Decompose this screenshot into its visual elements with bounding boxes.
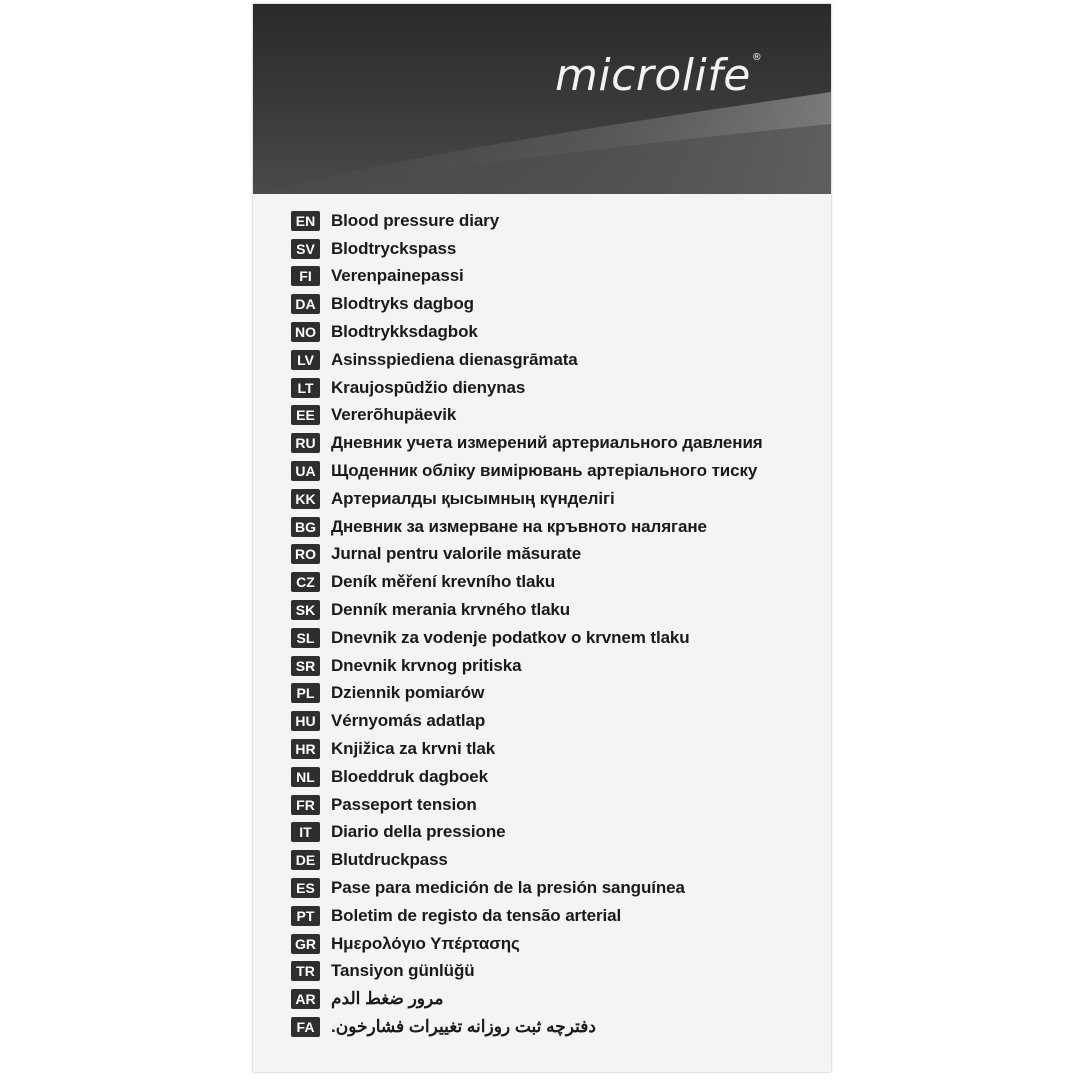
language-row <box>291 596 821 624</box>
language-title: Щоденник обліку вимірювань артеріального тиску <box>331 461 758 481</box>
language-code-badge: DE <box>291 850 320 870</box>
language-code-badge: HU <box>291 711 320 731</box>
language-row <box>291 985 821 1013</box>
language-code-badge: NO <box>291 322 320 342</box>
language-title: دفترچه ثبت روزانه تغييرات فشارخون. <box>331 1017 596 1036</box>
language-row <box>291 513 821 541</box>
language-row <box>291 763 821 791</box>
language-code-badge: LV <box>291 350 320 370</box>
language-row <box>291 624 821 652</box>
language-title: Knjižica za krvni tlak <box>331 739 496 759</box>
language-code-badge: FR <box>291 795 320 815</box>
language-code-badge: CZ <box>291 572 320 592</box>
language-row <box>291 707 821 735</box>
language-code-badge: RO <box>291 544 320 564</box>
language-title: Jurnal pentru valorile măsurate <box>331 544 582 564</box>
language-title: Blodtryckspass <box>331 238 457 258</box>
booklet-cover <box>253 4 831 1072</box>
language-row <box>291 402 821 430</box>
language-code-badge: IT <box>291 822 320 842</box>
language-code-badge: BG <box>291 517 320 537</box>
language-row <box>291 318 821 346</box>
language-title: Pase para medición de la presión sanguínea <box>331 878 685 898</box>
registered-mark: ® <box>751 52 763 63</box>
language-row <box>291 652 821 680</box>
language-title: Boletim de registo da tensão arterial <box>331 905 622 925</box>
language-title: Ημερολόγιο Υπέρτασης <box>331 933 520 953</box>
language-row <box>291 930 821 958</box>
language-title: Deník měření krevního tlaku <box>331 572 556 592</box>
language-row <box>291 846 821 874</box>
language-row <box>291 207 821 235</box>
language-title: Blodtryks dagbog <box>331 294 474 314</box>
language-title: Blutdruckpass <box>331 850 448 870</box>
language-row <box>291 290 821 318</box>
language-code-badge: PL <box>291 683 320 703</box>
language-title: Bloeddruk dagboek <box>331 766 488 786</box>
language-row <box>291 541 821 569</box>
language-title: Vererõhupäevik <box>331 405 457 425</box>
language-title: مرور ضغط الدم <box>331 989 444 1009</box>
language-row <box>291 819 821 847</box>
language-title: Артериалды қысымның күнделігі <box>331 488 615 508</box>
language-title: Dnevnik krvnog pritiska <box>331 655 522 675</box>
language-row <box>291 791 821 819</box>
language-title: Дневник за измерване на кръвното налягане <box>331 516 707 536</box>
language-row <box>291 1013 821 1041</box>
language-row <box>291 457 821 485</box>
language-row <box>291 958 821 986</box>
language-title: Verenpainepassi <box>331 266 464 286</box>
language-code-badge: LT <box>291 378 320 398</box>
language-title: Passeport tension <box>331 794 477 814</box>
language-row <box>291 568 821 596</box>
language-code-badge: SV <box>291 239 320 259</box>
language-code-badge: UA <box>291 461 320 481</box>
language-code-badge: HR <box>291 739 320 759</box>
language-code-badge: SK <box>291 600 320 620</box>
language-row <box>291 735 821 763</box>
language-row <box>291 485 821 513</box>
language-code-badge: TR <box>291 961 320 981</box>
language-title: Asinsspiediena dienasgrāmata <box>331 349 578 369</box>
language-code-badge: DA <box>291 294 320 314</box>
language-code-badge: NL <box>291 767 320 787</box>
language-code-badge: PT <box>291 906 320 926</box>
language-row <box>291 374 821 402</box>
language-code-badge: FA <box>291 1017 320 1037</box>
language-code-badge: EE <box>291 405 320 425</box>
language-code-badge: RU <box>291 433 320 453</box>
language-code-badge: GR <box>291 934 320 954</box>
language-row <box>291 346 821 374</box>
language-row <box>291 902 821 930</box>
language-row <box>291 680 821 708</box>
language-row <box>291 235 821 263</box>
language-title: Vérnyomás adatlap <box>331 711 486 731</box>
language-code-badge: SR <box>291 656 320 676</box>
language-title-list <box>291 207 821 1041</box>
language-title: Blood pressure diary <box>331 210 500 230</box>
cover-header <box>253 4 831 194</box>
language-title: Kraujospūdžio dienynas <box>331 377 526 397</box>
microlife-logo <box>555 50 761 101</box>
language-code-badge: AR <box>291 989 320 1009</box>
language-title: Dziennik pomiarów <box>331 683 485 703</box>
language-code-badge: SL <box>291 628 320 648</box>
language-code-badge: EN <box>291 211 320 231</box>
language-title: Дневник учета измерений артериального давления <box>331 433 763 453</box>
language-code-badge: KK <box>291 489 320 509</box>
language-title: Blodtrykksdagbok <box>331 322 478 342</box>
language-title: Denník merania krvného tlaku <box>331 600 571 620</box>
language-title: Tansiyon günlüğü <box>331 961 475 981</box>
language-code-badge: ES <box>291 878 320 898</box>
brand-name: microlife <box>555 50 751 101</box>
language-title: Diario della pressione <box>331 822 506 842</box>
language-row <box>291 874 821 902</box>
language-title: Dnevnik za vodenje podatkov o krvnem tlaku <box>331 627 690 647</box>
language-row <box>291 263 821 291</box>
language-row <box>291 429 821 457</box>
language-code-badge: FI <box>291 266 320 286</box>
